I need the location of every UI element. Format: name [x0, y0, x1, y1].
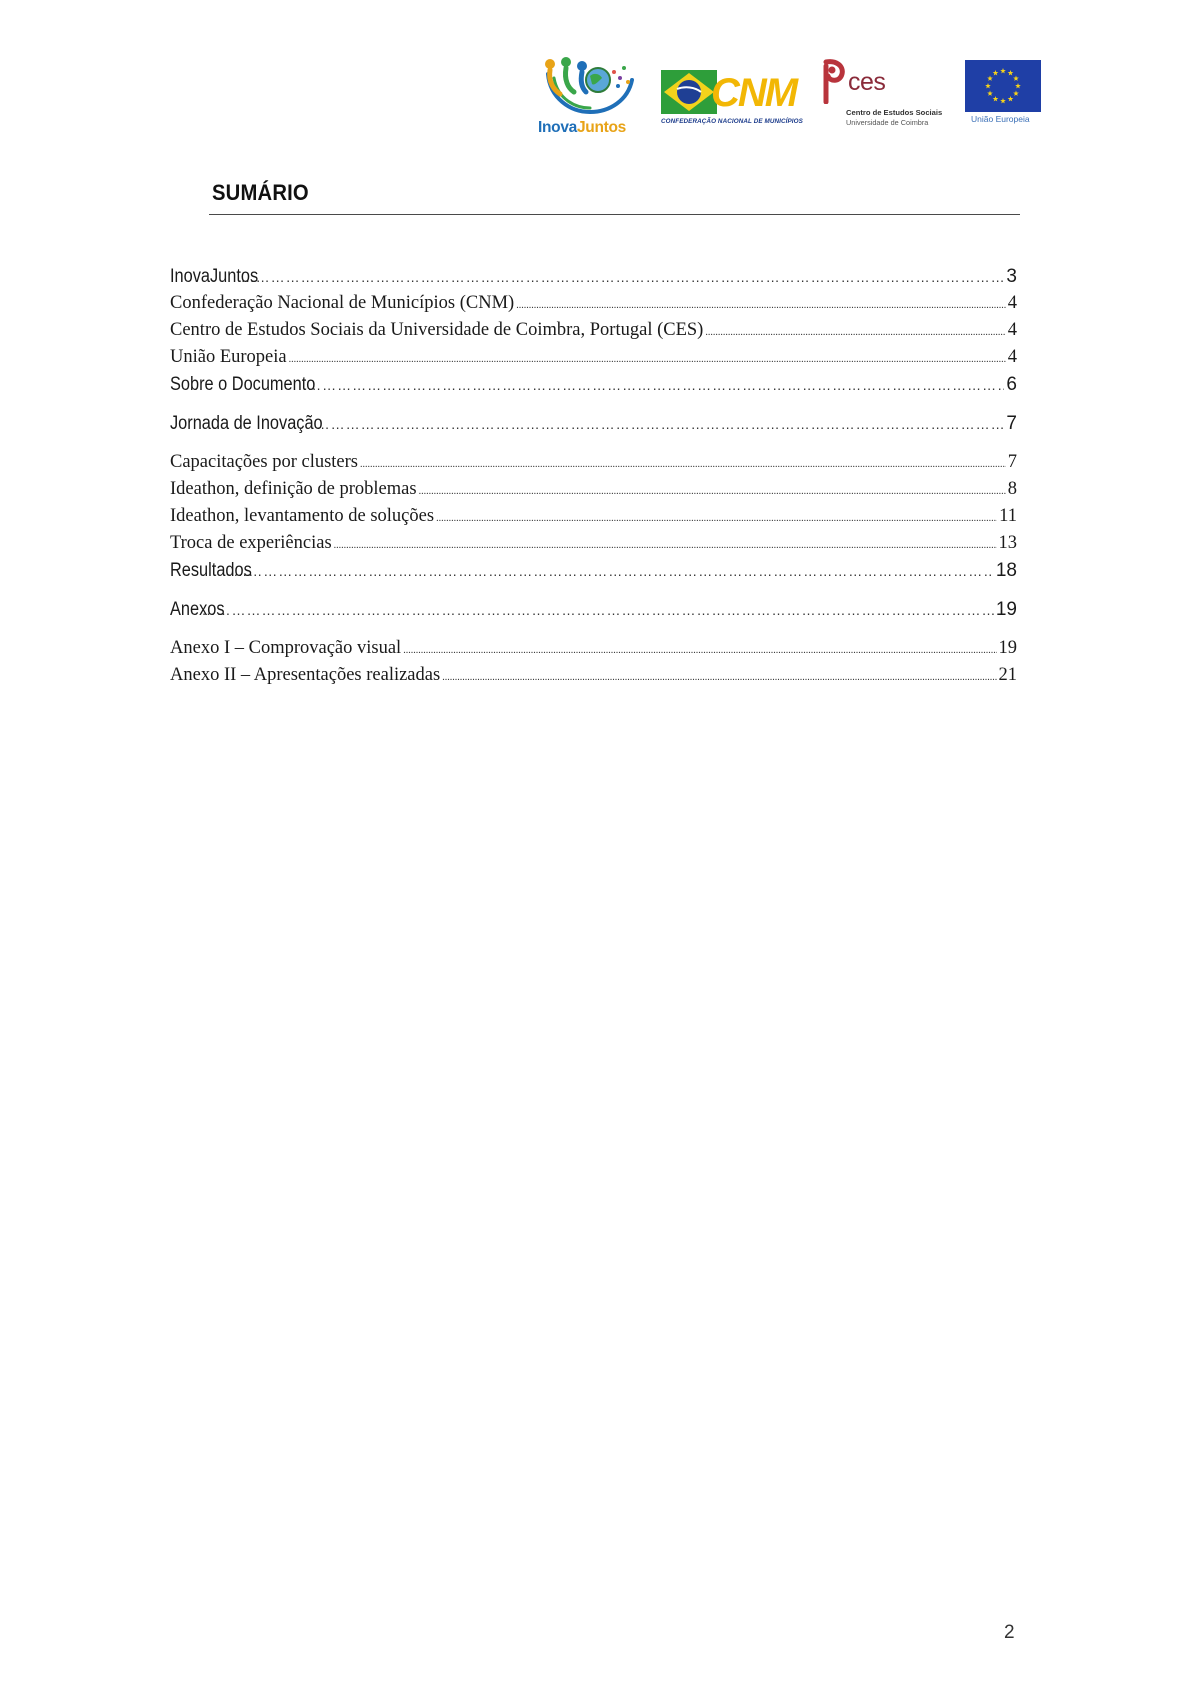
toc-entry-page: 11 [999, 506, 1017, 526]
toc-entry-label: União Europeia [170, 347, 287, 367]
toc-entry-page: 4 [1007, 320, 1017, 340]
toc-entry-page: 4 [1007, 293, 1017, 313]
toc-entry-page: 18 [995, 560, 1017, 581]
title-divider [209, 214, 1020, 215]
toc-entry-page: 19 [995, 599, 1017, 620]
cnm-logo [661, 70, 803, 130]
inovajuntos-people-icon [540, 56, 636, 118]
toc-entry[interactable] [170, 263, 1017, 290]
toc-entry-label: Troca de experiências [170, 533, 332, 553]
toc-dot-leader [334, 532, 997, 559]
toc-entry-page: 4 [1007, 347, 1017, 367]
toc-entry-page: 7 [1006, 413, 1017, 434]
toc-entry-label: Sobre o Documento [170, 374, 316, 395]
toc-dot-leader [516, 292, 1006, 319]
toc-entry-label: Anexo I – Comprovação visual [170, 638, 402, 658]
toc-entry-label: Confederação Nacional de Municípios (CNM) [170, 293, 515, 313]
page-number: 2 [1004, 1622, 1015, 1643]
toc-entry[interactable] [170, 530, 1017, 557]
toc-dot-leader [316, 410, 1005, 438]
toc-entry[interactable] [170, 596, 1017, 635]
ces-logo [816, 58, 946, 128]
toc-entry[interactable] [170, 317, 1017, 344]
toc-entry-label: Anexos [170, 599, 225, 620]
toc-entry-page: 21 [998, 665, 1017, 685]
toc-entry-label: Anexo II – Apresentações realizadas [170, 665, 441, 685]
toc-entry[interactable] [170, 290, 1017, 317]
toc-dot-leader [403, 637, 996, 664]
toc-dot-leader [241, 263, 1005, 291]
toc-entry-label: Resultados [170, 560, 252, 581]
toc-entry[interactable] [170, 449, 1017, 476]
ces-name: Centro de Estudos Sociais [846, 108, 943, 117]
eu-logo [963, 60, 1043, 126]
toc-dot-leader [360, 451, 1006, 478]
toc-dot-leader [442, 664, 996, 691]
toc-entry-page: 3 [1006, 266, 1017, 287]
toc-dot-leader [307, 371, 1004, 399]
toc-entry-page: 19 [998, 638, 1017, 658]
eu-flag-icon [965, 60, 1041, 112]
toc-dot-leader [289, 346, 1006, 373]
toc-entry[interactable] [170, 662, 1017, 689]
toc-dot-leader [202, 596, 994, 624]
toc-entry-label: InovaJuntos [170, 266, 259, 287]
toc-entry-page: 13 [998, 533, 1017, 553]
header-logos [538, 56, 1043, 142]
toc-entry-page: 8 [1007, 479, 1017, 499]
cnm-wordmark: CNM [711, 71, 797, 115]
toc-entry[interactable] [170, 371, 1017, 410]
toc-entry-label: Ideathon, definição de problemas [170, 479, 417, 499]
table-of-contents [170, 263, 1017, 689]
toc-entry[interactable] [170, 344, 1017, 371]
ces-wordmark: ces [848, 68, 886, 96]
inovajuntos-wordmark: InovaJuntos [538, 119, 626, 136]
toc-entry[interactable] [170, 476, 1017, 503]
page-title: SUMÁRIO [212, 180, 309, 205]
toc-entry-label: Capacitações por clusters [170, 452, 359, 472]
toc-dot-leader [419, 478, 1006, 505]
toc-entry-label: Ideathon, levantamento de soluções [170, 506, 435, 526]
toc-dot-leader [705, 319, 1005, 346]
toc-entry-page: 7 [1007, 452, 1017, 472]
ces-university: Universidade de Coimbra [846, 118, 929, 127]
toc-dot-leader [436, 505, 997, 532]
toc-entry-page: 6 [1006, 374, 1017, 395]
cnm-subtitle: CONFEDERAÇÃO NACIONAL DE MUNICÍPIOS [661, 118, 803, 125]
brazil-flag-icon [661, 70, 717, 114]
toc-entry-label: Centro de Estudos Sociais da Universidade de Coimbra, Portugal (CES) [170, 320, 704, 340]
toc-entry-label: Jornada de Inovação [170, 413, 323, 434]
inovajuntos-logo [538, 56, 638, 142]
toc-entry[interactable] [170, 410, 1017, 449]
toc-dot-leader [233, 557, 994, 585]
toc-entry[interactable] [170, 557, 1017, 596]
toc-entry[interactable] [170, 503, 1017, 530]
ces-symbol-icon [816, 58, 850, 104]
toc-entry[interactable] [170, 635, 1017, 662]
eu-caption: União Europeia [971, 114, 1030, 124]
